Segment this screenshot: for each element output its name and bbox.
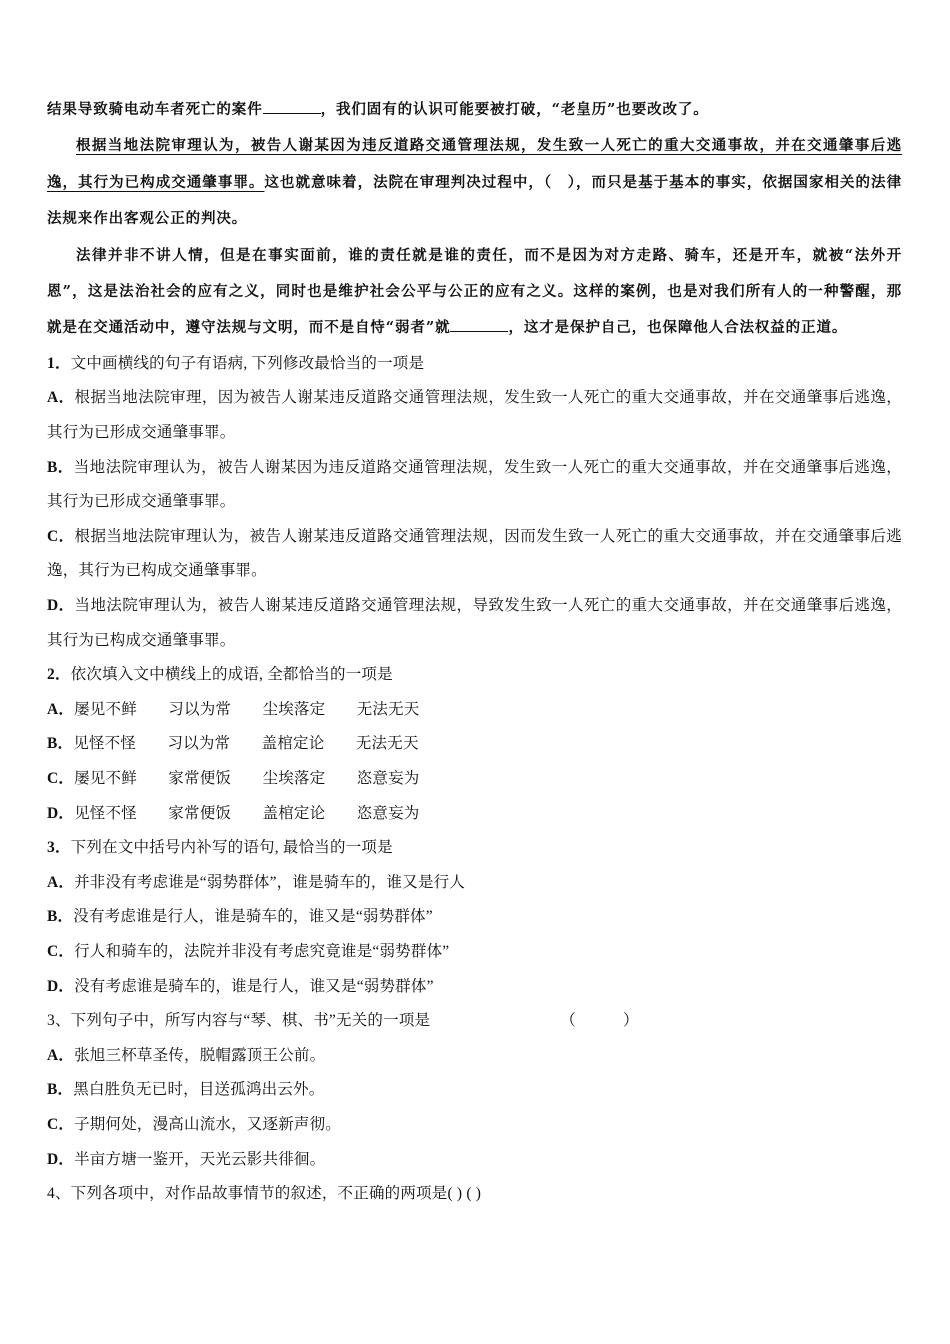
question-3-stem: 3．下列在文中括号内补写的语句, 最恰当的一项是 [47,839,393,857]
question-4-option-d: D．半亩方塘一鉴开，天光云影共徘徊。 [47,1150,326,1168]
question-2-option-c: C．屡见不鲜 家常便饭 尘埃落定 恣意妄为 [47,769,420,787]
question-4-stem: 3、下列句子中，所写内容与“琴、棋、书”无关的一项是 （ ） [47,1004,902,1039]
question-3-option-a: A．并非没有考虑谁是“弱势群体”，谁是骑车的，谁又是行人 [47,873,466,891]
passage-paragraph-1: 结果导致骑电动车者死亡的案件 ，我们固有的认识可能要被打破，“老皇历”也要改改了。 [47,101,709,118]
document-page [47,92,902,1212]
passage-paragraph-2: 根据当地法院审理认为，被告人谢某因为违反道路交通管理法规，发生致一人死亡的重大交通事故，并在交通肇事后逃逸，其行为已构成交通肇事罪。这也就意味着，法院在审理判决过程中，（ ），而只是基于基本的事实，依据国家相关的法律法规来作出客观公正的判决。 [47,137,902,228]
question-1-option-a: A．根据当地法院审理，因为被告人谢某违反道路交通管理法规，发生致一人死亡的重大交通事故，并在交通肇事后逃逸，其行为已形成交通肇事罪。 [47,389,903,442]
question-1-option-d: D．当地法院审理认为，被告人谢某违反道路交通管理法规，导致发生致一人死亡的重大交通事故，并在交通肇事后逃逸，其行为已构成交通肇事罪。 [47,597,903,649]
reading-passage [47,92,902,347]
question-1-option-c: C．根据当地法院审理认为，被告人谢某违反道路交通管理法规，因而发生致一人死亡的重大交通事故，并在交通肇事后逃逸，其行为已构成交通肇事罪。 [47,527,903,580]
questions [47,347,902,1212]
question-1-option-b: B．当地法院审理认为，被告人谢某因为违反道路交通管理法规，发生致一人死亡的重大交通事故，并在交通肇事后逃逸，其行为已形成交通肇事罪。 [47,458,903,511]
fill-blank-2 [450,330,508,332]
question-4-option-b: B．黑白胜负无已时，目送孤鸿出云外。 [47,1081,325,1099]
fill-blank-1 [263,112,321,114]
question-2-option-a: A．屡见不鲜 习以为常 尘埃落定 无法无天 [47,700,420,718]
question-3-option-d: D．没有考虑谁是骑车的，谁是行人，谁又是“弱势群体” [47,977,434,995]
question-2-option-d: D．见怪不怪 家常便饭 盖棺定论 恣意妄为 [47,804,420,822]
question-2-stem: 2．依次填入文中横线上的成语, 全都恰当的一项是 [47,666,393,684]
question-4-option-a: A．张旭三杯草圣传，脱帽露顶王公前。 [47,1046,326,1064]
question-3-option-c: C．行人和骑车的，法院并非没有考虑究竟谁是“弱势群体” [47,942,450,960]
passage-paragraph-3: 法律并非不讲人情，但是在事实面前，谁的责任就是谁的责任，而不是因为对方走路、骑车，还是开车，就被“法外开恩”，这是法治社会的应有之义，同时也是维护社会公平与公正的应有之义。这样的案例，也是对我们所有人的一种警醒，那就是在交通活动中，遵守法规与文明，而不是自恃“弱者”就 ，这才是保护自己，也保障他人合法权益的正道。 [47,246,902,337]
question-1-stem: 1．文中画横线的句子有语病, 下列修改最恰当的一项是 [47,354,425,372]
question-5-stem: 4、下列各项中，对作品故事情节的叙述，不正确的两项是( ) ( ) [47,1185,482,1203]
underlined-sentence: 根据当地法院审理认为，被告人谢某因为违反道路交通管理法规，发生致一人死亡的重大交通事故，并在交通肇事后逃逸，其行为已构成交通肇事罪。 [47,137,902,191]
question-3-option-b: B．没有考虑谁是行人，谁是骑车的，谁又是“弱势群体” [47,908,433,926]
question-2-option-b: B．见怪不怪 习以为常 盖棺定论 无法无天 [47,735,419,753]
answer-parentheses: （ ） [560,1012,639,1030]
question-4-option-c: C．子期何处，漫高山流水，又逐新声彻。 [47,1115,341,1133]
